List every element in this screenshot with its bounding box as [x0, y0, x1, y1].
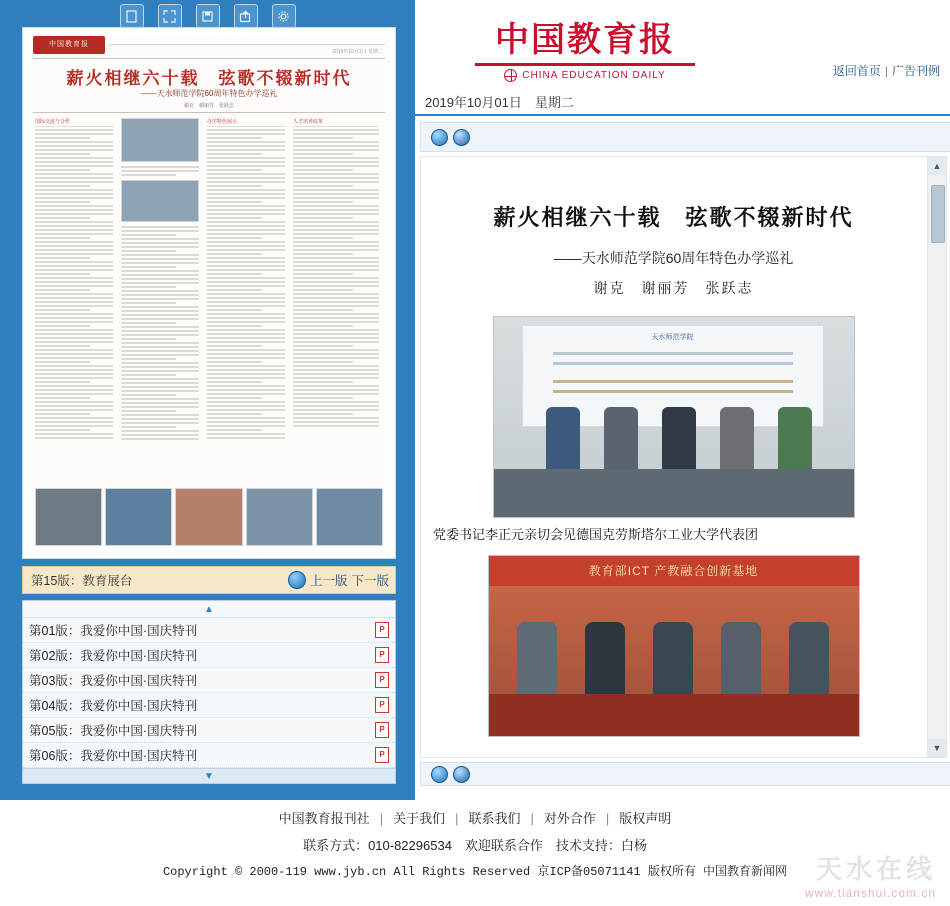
home-icon[interactable] [431, 766, 448, 783]
paper-column-4 [293, 118, 379, 429]
share-icon[interactable] [234, 4, 258, 28]
page-list-label[interactable]: 第06版：我爱你中国·国庆特刊 [29, 749, 198, 763]
page-list-label[interactable]: 第02版：我爱你中国·国庆特刊 [29, 649, 198, 663]
paper-rule-2 [33, 112, 385, 113]
paper-photo-5 [316, 488, 383, 546]
site-logo-en: CHINA EDUCATION DAILY [522, 70, 666, 81]
footer-separator: | [530, 811, 534, 826]
next-version-link[interactable]: 下一版 [351, 574, 389, 588]
paper-top-date: 2019年10月1日 星期二 [332, 49, 383, 55]
home-link[interactable]: 返回首页 [832, 64, 881, 78]
paper-photo-1 [35, 488, 102, 546]
site-footer [0, 800, 950, 906]
person-figure [517, 622, 557, 694]
newspaper-page-image[interactable] [22, 27, 396, 559]
paper-masthead-label: 中国教育报 [49, 41, 89, 48]
footer-copyright: Copyright © 2000-119 www.jyb.cn All Rights Reserved 京ICP备05071141 版权所有 中国教育新闻网 [162, 865, 788, 879]
paper-column-3 [207, 118, 285, 441]
list-item[interactable] [23, 643, 395, 668]
person-figure [585, 622, 625, 694]
figure-2-banner: 教育部ICT 产教融合创新基地 [489, 556, 859, 586]
article-figure-1 [493, 316, 855, 518]
gear-icon[interactable] [272, 4, 296, 28]
paper-photo-3 [175, 488, 242, 546]
version-nav [288, 571, 395, 589]
watermark-en: www.tianshui.com.cn [804, 886, 936, 900]
home-icon[interactable] [431, 129, 448, 146]
footer-contact: 联系方式：010-82296534 欢迎联系合作 技术支持：白杨 [303, 838, 647, 853]
paper-column-2 [121, 118, 199, 442]
article-toolbar-top [420, 122, 950, 152]
globe-icon [504, 69, 517, 82]
article-body [420, 156, 947, 758]
current-version-label: 第15版：教育展台 [31, 574, 133, 588]
paper-column-1-head: 国际交流与合作 [35, 118, 113, 127]
article-authors: 谢克 谢丽芳 张跃志 [593, 280, 754, 296]
article-toolbar-bottom [420, 762, 950, 786]
paper-column-3-head: 办学特色展示 [207, 118, 285, 127]
scrollbar-thumb[interactable] [931, 185, 945, 243]
newspaper-page-content [29, 34, 389, 552]
ad-rates-link[interactable]: 广告刊例 [891, 64, 940, 78]
pdf-icon[interactable] [375, 622, 389, 638]
list-item[interactable] [23, 693, 395, 718]
paper-photo-4 [246, 488, 313, 546]
issue-date: 2019年10月01日 星期二 [425, 94, 574, 110]
back-icon[interactable] [453, 766, 470, 783]
paper-byline: 谢克 谢丽芳 张跃志 [183, 103, 234, 109]
footer-separator: | [455, 811, 459, 826]
site-masthead [415, 0, 950, 88]
paper-bottom-photos [35, 488, 383, 546]
newspaper-viewer-panel [0, 0, 415, 800]
article-subtitle: ——天水师范学院60周年特色办学巡礼 [553, 250, 794, 266]
screen-university-name: 天水师范学院 [651, 334, 694, 341]
article-figure-1-caption: 党委书记李正元亲切会见德国克劳斯塔尔工业大学代表团 [433, 527, 759, 542]
site-logo-en-wrap [475, 69, 695, 82]
prev-version-link[interactable]: 上一版 [309, 574, 348, 588]
person-figure [721, 622, 761, 694]
list-item[interactable] [23, 743, 395, 768]
back-icon[interactable] [453, 129, 470, 146]
paper-column-4-head: 人才培养改革 [293, 118, 379, 127]
pdf-icon[interactable] [375, 672, 389, 688]
list-item[interactable] [23, 618, 395, 643]
footer-link-cooperation[interactable]: 对外合作 [543, 811, 596, 826]
person-figure [604, 407, 638, 469]
globe-icon[interactable] [288, 571, 306, 589]
scroll-down-icon[interactable]: ▼ [928, 739, 946, 757]
list-item[interactable] [23, 668, 395, 693]
version-bar [22, 566, 396, 594]
site-logo-cn: 中国教育报 [495, 20, 675, 60]
person-figure [546, 407, 580, 469]
footer-separator: | [605, 811, 610, 826]
person-figure [662, 407, 696, 469]
pdf-icon[interactable] [375, 722, 389, 738]
date-bar [415, 88, 950, 116]
footer-separator: | [379, 811, 384, 826]
page-list [22, 600, 396, 784]
paper-masthead [33, 36, 105, 54]
stage-table [494, 469, 854, 517]
person-figure [653, 622, 693, 694]
article-scrollbar[interactable] [927, 157, 946, 757]
page-list-label[interactable]: 第01版：我爱你中国·国庆特刊 [29, 624, 198, 638]
paper-top-rule [109, 38, 385, 45]
watermark [805, 849, 936, 900]
paper-rule-1 [33, 58, 385, 59]
footer-links [0, 808, 950, 827]
page-list-label[interactable]: 第05版：我爱你中国·国庆特刊 [29, 724, 198, 738]
site-logo[interactable] [475, 12, 695, 82]
page-view-icon[interactable] [120, 4, 144, 28]
paper-headline: 薪火相继六十载 弦歌不辍新时代 [66, 69, 352, 89]
footer-link-contact[interactable]: 联系我们 [468, 811, 521, 826]
scroll-up-icon[interactable]: ▲ [928, 157, 946, 175]
page-list-label[interactable]: 第03版：我爱你中国·国庆特刊 [29, 674, 198, 688]
article-figure-2 [488, 555, 860, 737]
footer-link-copyright[interactable]: 版权声明 [619, 811, 672, 826]
page-list-scroll-up[interactable]: ▲ [23, 601, 395, 618]
page-list-label[interactable]: 第04版：我爱你中国·国庆特刊 [29, 699, 198, 713]
paper-photo-2 [105, 488, 172, 546]
page-list-scroll-down[interactable]: ▼ [23, 768, 395, 783]
paper-column-1 [35, 118, 113, 441]
fullscreen-icon[interactable] [158, 4, 182, 28]
pdf-icon[interactable] [375, 647, 389, 663]
article-panel [415, 0, 950, 800]
article-scroll-area [421, 157, 926, 757]
person-figure [778, 407, 812, 469]
person-figure [720, 407, 754, 469]
watermark-cn: 天水在线 [815, 854, 936, 884]
top-links [820, 62, 940, 79]
footer-link-about[interactable]: 关于我们 [393, 811, 446, 826]
link-separator: | [884, 64, 888, 78]
logo-divider [475, 63, 695, 66]
save-icon[interactable] [196, 4, 220, 28]
pdf-icon[interactable] [375, 747, 389, 763]
article-title: 薪火相继六十载 弦歌不辍新时代 [493, 206, 854, 231]
person-figure [789, 622, 829, 694]
pdf-icon[interactable] [375, 697, 389, 713]
footer-link-press[interactable]: 中国教育报刊社 [278, 811, 370, 826]
paper-subhead: ——天水师范学院60周年特色办学巡礼 [140, 89, 278, 98]
signing-table [489, 694, 859, 736]
list-item[interactable] [23, 718, 395, 743]
